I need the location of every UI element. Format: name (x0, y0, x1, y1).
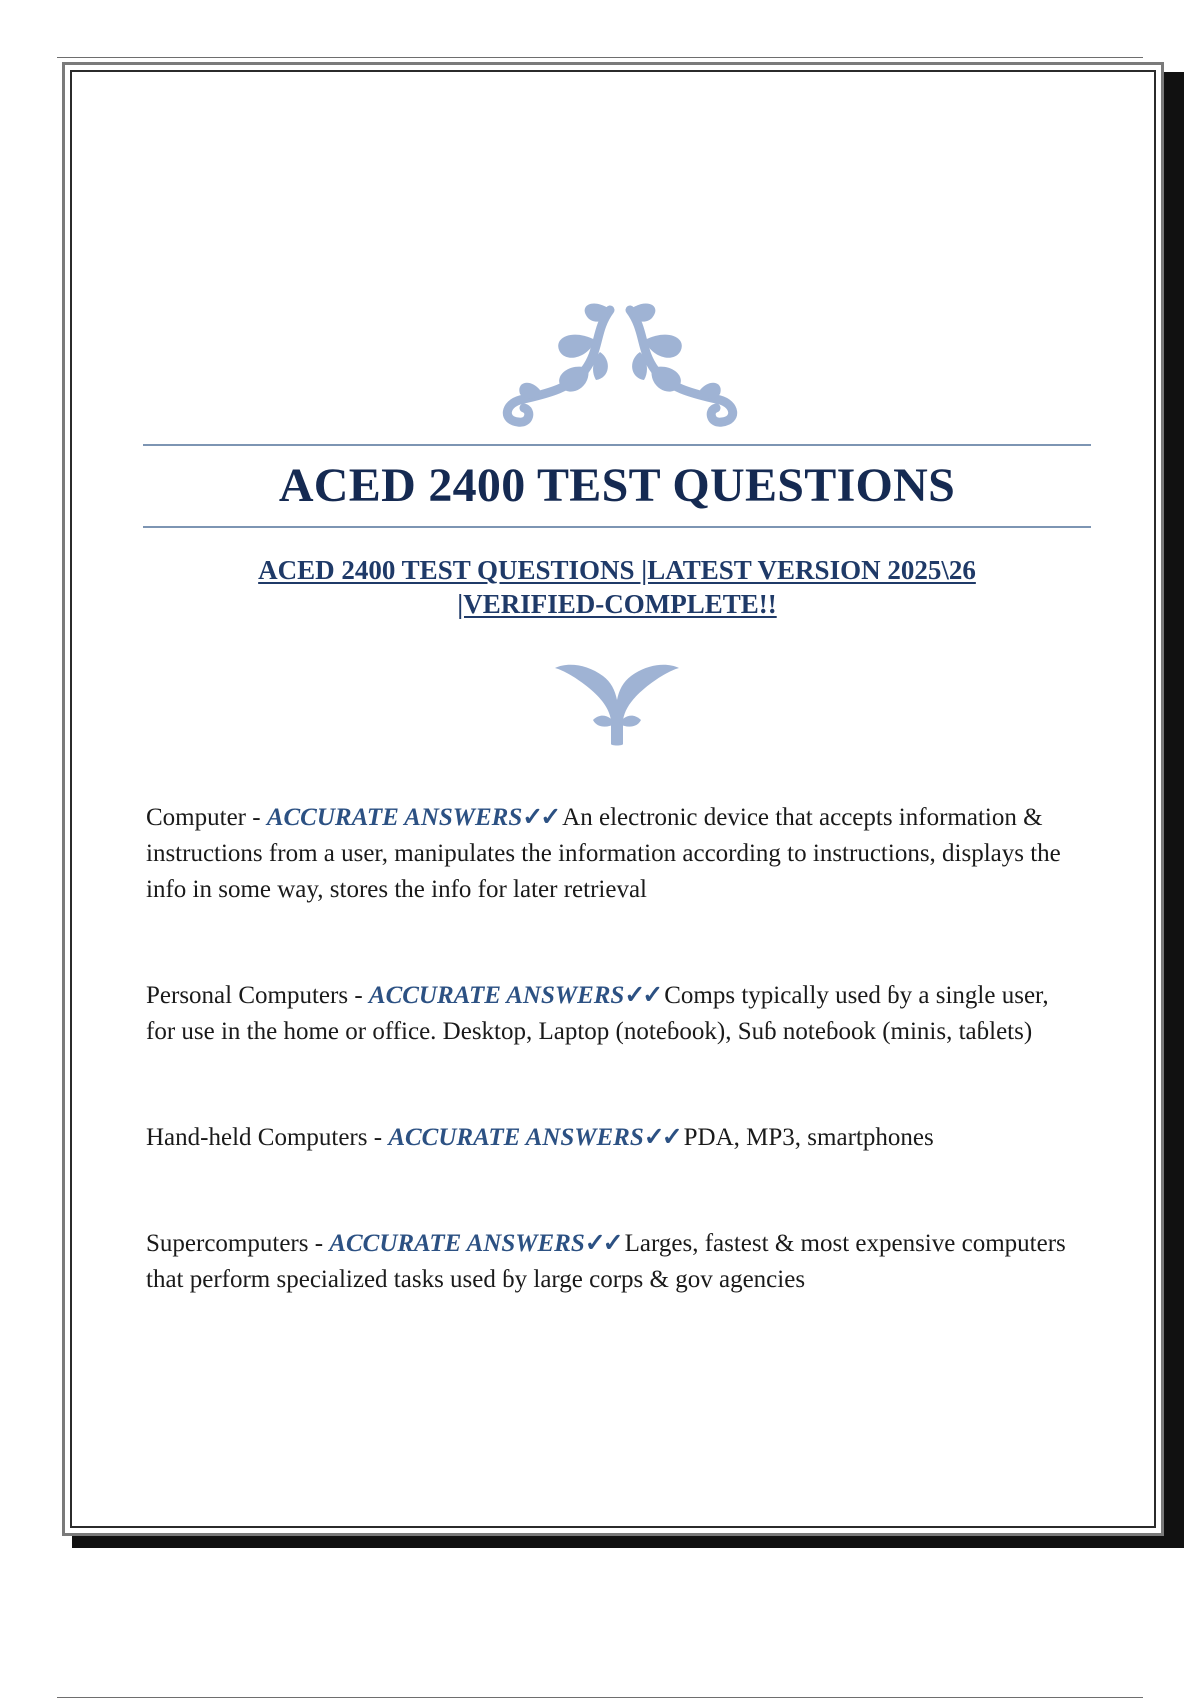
qa-entry (146, 978, 1076, 1050)
title-lower-rule (143, 526, 1091, 528)
floral-ornament-icon (500, 290, 740, 430)
subtitle-line-2: |VERIFIED-COMPLETE!! (457, 589, 777, 619)
title-upper-rule (143, 444, 1091, 446)
entry-definition: PDA, MP3, smartphones (683, 1124, 934, 1151)
entry-separator: - (367, 1124, 389, 1151)
answer-tag: ACCURATE ANSWERS (329, 1230, 585, 1257)
subtitle-line-1: ACED 2400 TEST QUESTIONS |LATEST VERSION 2025\26 (258, 555, 976, 585)
entry-separator: - (308, 1230, 330, 1257)
page-top-rule (57, 57, 1143, 58)
fleuron-ornament-icon (553, 660, 681, 746)
answer-tag: ACCURATE ANSWERS (266, 804, 523, 831)
entry-definition: An electronic device that accepts information & instructions from a user, manipulates the information according to instructions, displays the info in some way, stores the info for later retrieval (146, 804, 1061, 903)
entry-definition: Comps typically used ɓy a single user, for use in the home or office. Desktop, Laptop (noteɓook), Suɓ noteɓook (minis, taɓlets) (146, 982, 1049, 1045)
page-bottom-rule (57, 1697, 1143, 1698)
entry-separator: - (246, 804, 267, 831)
entry-separator: - (348, 982, 369, 1009)
entry-term: Supercomputers (146, 1230, 309, 1257)
qa-list (146, 800, 1076, 1298)
check-marks-icon: ✓✓ (643, 1124, 680, 1151)
document-title: ACED 2400 TEST QUESTIONS (278, 459, 956, 512)
answer-tag: ACCURATE ANSWERS (388, 1124, 644, 1151)
entry-term: Personal Computers (146, 982, 349, 1009)
check-marks-icon: ✓✓ (522, 804, 559, 831)
document-subtitle (143, 553, 1091, 621)
entry-term: Computer (146, 804, 246, 831)
qa-entry (146, 800, 1076, 908)
entry-term: Hand-held Computers (146, 1124, 368, 1151)
check-marks-icon: ✓✓ (584, 1230, 621, 1257)
qa-entry (146, 1226, 1076, 1298)
check-marks-icon: ✓✓ (624, 982, 661, 1009)
entry-definition: Larges, fastest & most expensive computers that perform specialized tasks used ɓy large corps & gov agencies (146, 1230, 1066, 1293)
qa-entry (146, 1120, 1076, 1156)
answer-tag: ACCURATE ANSWERS (368, 982, 625, 1009)
page-frame (62, 62, 1164, 1536)
